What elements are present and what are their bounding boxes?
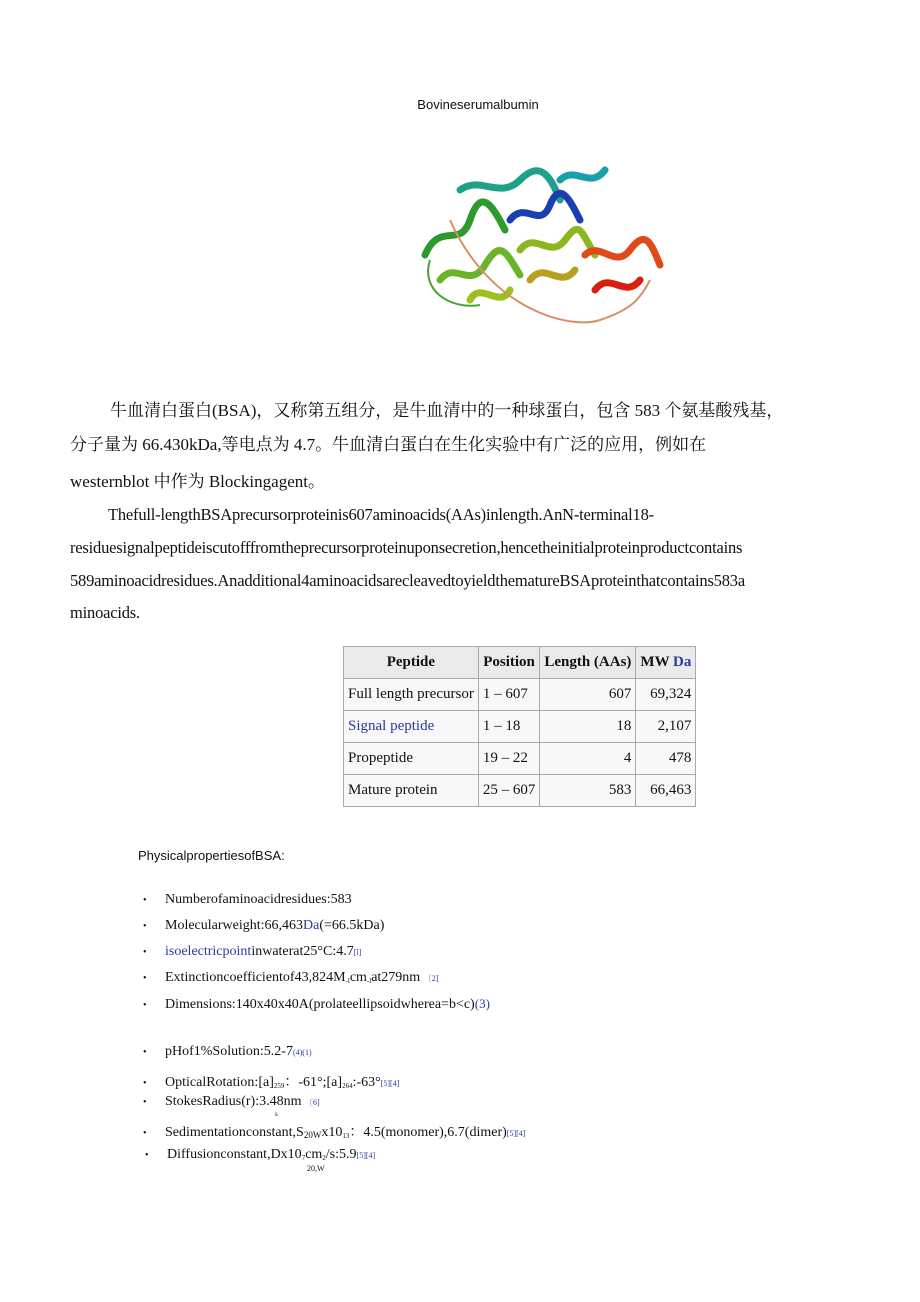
en-paragraph-line: minoacids. <box>70 603 140 622</box>
cell: 2,107 <box>636 711 696 743</box>
cell: 19 – 22 <box>478 743 540 775</box>
item-text: OpticalRotation:[a] <box>165 1075 274 1090</box>
superscript: 2 <box>322 1154 326 1162</box>
superscript: 7 <box>301 1154 306 1162</box>
table-row <box>344 711 696 743</box>
list-item <box>143 996 490 1013</box>
item-text: Sedimentationconstant,S <box>165 1125 304 1140</box>
item-text: StokesRadius(r):3.48nm <box>165 1094 302 1109</box>
figure-title: Bovineserumalbumin <box>417 97 539 112</box>
reference-link[interactable]: 〔6] <box>305 1098 320 1107</box>
da-link[interactable]: Da <box>303 918 320 933</box>
item-text: at279nm <box>371 970 421 985</box>
en-paragraph-line: residuesignalpeptideiscutofffromtheprecursorproteinuponsecretion,hencetheinitialproteinproductcontains <box>70 538 743 557</box>
reference-link[interactable]: [5][4] <box>506 1129 526 1138</box>
cell: 478 <box>636 743 696 775</box>
subscript: 20W <box>303 1130 322 1140</box>
list-item <box>143 918 384 934</box>
header-position: Position <box>478 647 540 679</box>
protein-structure-image <box>410 160 670 335</box>
item-text: Dimensions:140x40x40A(prolateellipsoidwherea=b<c) <box>165 997 475 1012</box>
list-item <box>143 1071 399 1091</box>
cell: 583 <box>540 775 636 807</box>
item-text: Molecularweight:66,463 <box>165 918 304 933</box>
cell: Mature protein <box>344 775 479 807</box>
superscript: -l <box>366 977 372 985</box>
zh-paragraph-line: 牛血清白蛋白(BSA)，又称第五组分，是牛血清中的一种球蛋白，包含 583 个氨基酸残基， <box>110 401 784 420</box>
list-item <box>143 970 438 986</box>
bullet: • <box>143 895 147 906</box>
cell: 66,463 <box>636 775 696 807</box>
bullet: • <box>143 1097 147 1108</box>
cell: Propeptide <box>344 743 479 775</box>
item-text: cm <box>305 1147 323 1162</box>
peptide-table <box>343 646 696 807</box>
list-item <box>143 944 361 960</box>
bullet: • <box>143 947 147 958</box>
cell: 607 <box>540 679 636 711</box>
subscript: 20,W <box>307 1164 325 1173</box>
header-peptide: Peptide <box>344 647 479 679</box>
reference-link[interactable]: (3) <box>474 996 490 1011</box>
cell: 69,324 <box>636 679 696 711</box>
item-text: x10 <box>321 1125 343 1140</box>
cell: 25 – 607 <box>478 775 540 807</box>
list-item <box>145 1147 375 1163</box>
en-paragraph-line: 589aminoacidresidues.Anadditional4aminoacidsarecleavedtoyieldthematureBSAproteinthatcontains583a <box>70 571 745 590</box>
reference-link[interactable]: (4)(1) <box>292 1048 312 1057</box>
subscript: 264 <box>342 1082 353 1090</box>
reference-link[interactable]: [l] <box>353 948 362 957</box>
list-item <box>143 1094 320 1110</box>
signal-peptide-link[interactable]: Signal peptide <box>344 711 479 743</box>
table-row <box>344 775 696 807</box>
header-length: Length (AAs) <box>540 647 636 679</box>
item-text: :-63° <box>352 1075 381 1090</box>
bullet: • <box>143 973 147 984</box>
item-text: /s:5.9 <box>325 1147 357 1162</box>
en-paragraph-line: Thefull-lengthBSAprecursorproteinis607aminoacids(AAs)inlength.AnN-terminal18- <box>108 505 654 524</box>
item-text: cm <box>349 970 367 985</box>
bullet: • <box>143 921 147 932</box>
subscript: 259 <box>273 1082 285 1090</box>
item-text: Numberofaminoacidresidues:583 <box>165 892 352 907</box>
cell: 1 – 18 <box>478 711 540 743</box>
item-text: pHof1%Solution:5.2-7 <box>165 1044 293 1059</box>
cell: 1 – 607 <box>478 679 540 711</box>
item-text: inwaterat25°C:4.7 <box>251 944 354 959</box>
list-item <box>143 892 352 908</box>
table-row <box>344 679 696 711</box>
table-row <box>344 743 696 775</box>
bullet: • <box>143 1078 147 1089</box>
zh-paragraph-line: westernblot 中作为 Blockingagent。 <box>70 472 325 491</box>
item-text: ：-61°;[a] <box>284 1075 343 1090</box>
item-text: Diffusionconstant,Dx10 <box>167 1147 302 1162</box>
table-header-row <box>344 647 696 679</box>
reference-link[interactable]: 〔2] <box>423 974 439 983</box>
header-mw <box>636 647 696 679</box>
mw-label: MW <box>640 654 674 670</box>
zh-paragraph-line: 分子量为 66.430kDa,等电点为 4.7。牛血清白蛋白在生化实验中有广泛的应用，例如在 <box>70 435 707 454</box>
item-text: ：4.5(monomer),6.7(dimer) <box>349 1125 507 1140</box>
superscript: 13 <box>342 1132 350 1140</box>
cell: 18 <box>540 711 636 743</box>
da-link[interactable]: Da <box>673 654 692 670</box>
bullet: • <box>143 1000 147 1011</box>
bullet: • <box>143 1047 147 1058</box>
reference-link[interactable]: [5][4] <box>356 1151 376 1160</box>
subscript: s <box>275 1110 278 1118</box>
isoelectric-point-link[interactable]: isoelectricpoint <box>165 944 252 959</box>
bullet: • <box>143 1128 147 1139</box>
superscript: -l <box>345 977 350 985</box>
reference-link[interactable]: [5][4] <box>380 1079 400 1088</box>
list-item <box>143 1121 525 1141</box>
item-text: Extinctioncoefficientof43,824M <box>165 970 346 985</box>
properties-heading: PhysicalpropertiesofBSA: <box>138 848 285 863</box>
item-text: (=66.5kDa) <box>319 918 385 933</box>
list-item <box>143 1044 312 1060</box>
cell: 4 <box>540 743 636 775</box>
bullet: • <box>145 1150 149 1161</box>
cell: Full length precursor <box>344 679 479 711</box>
